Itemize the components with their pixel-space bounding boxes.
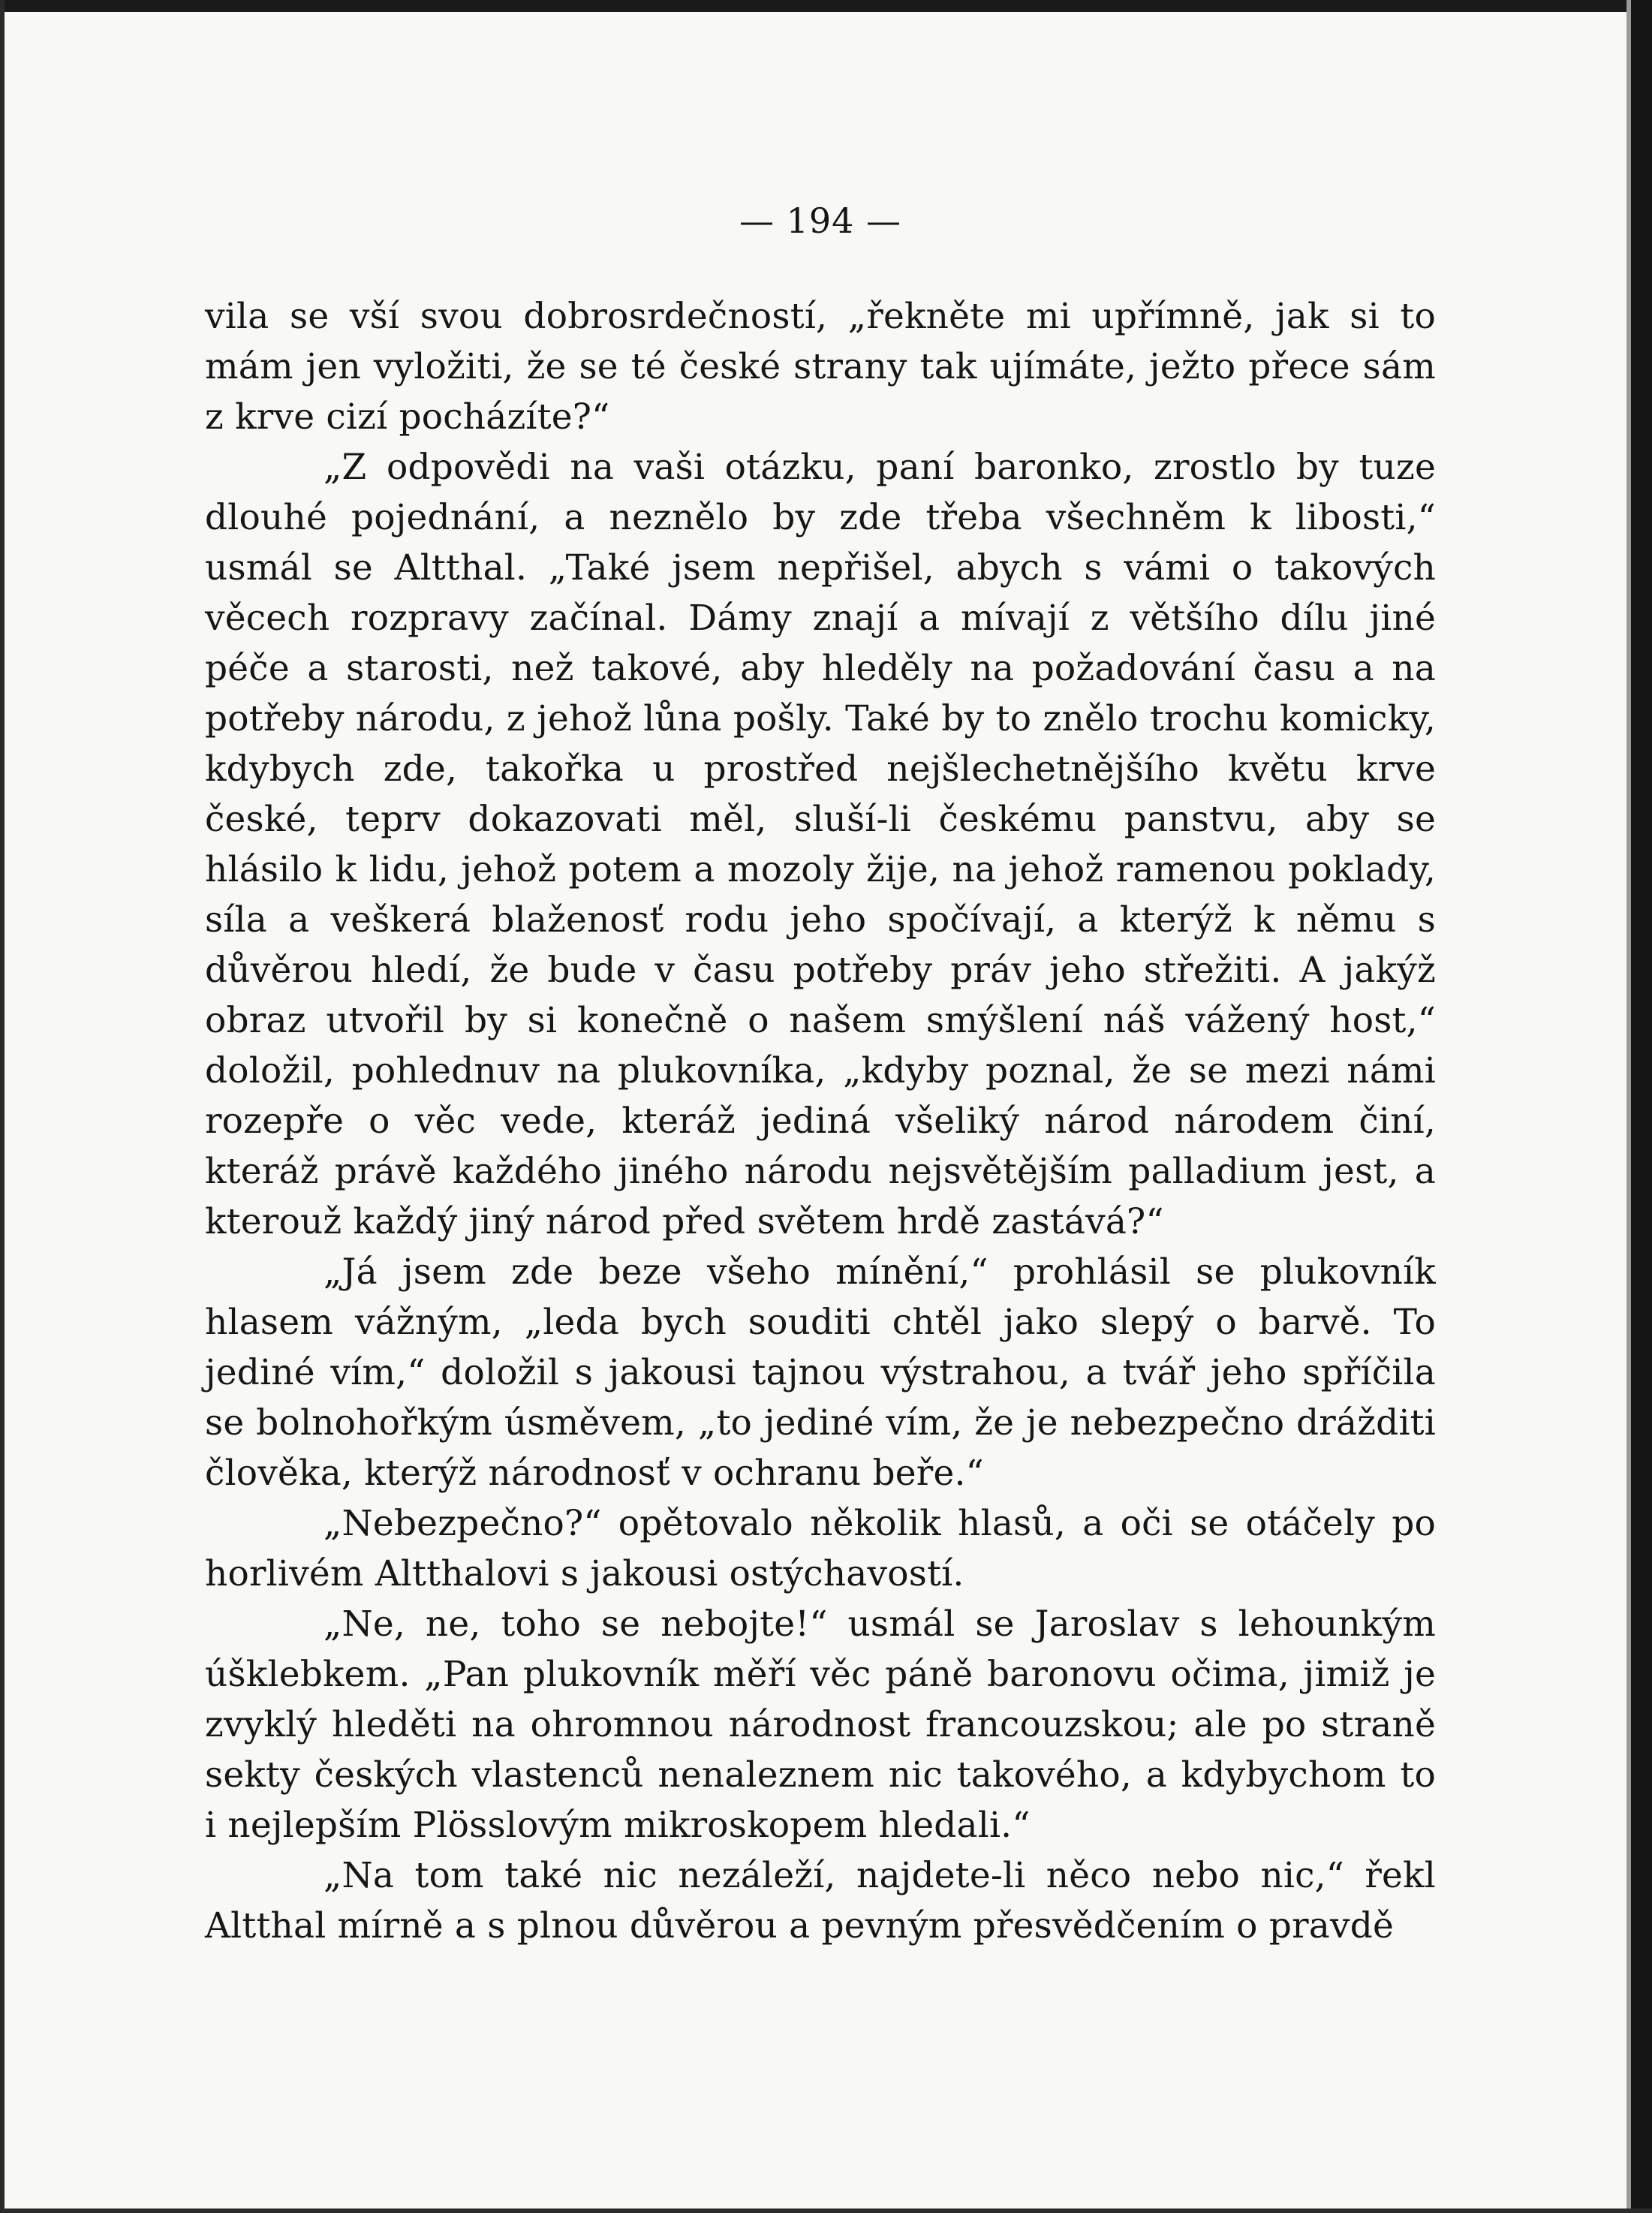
book-page bbox=[205, 194, 1436, 1951]
scan-border-right bbox=[1631, 0, 1652, 2213]
paragraph-1: vila se vší svou dobrosrdečností, „řekněte mi upřímně, jak si to mám jen vyložiti, že se té české strany tak ujímáte, ježto přece sám z krve cizí pocházíte?“ bbox=[205, 296, 1436, 438]
scan-border-top bbox=[0, 0, 1652, 12]
body-text bbox=[205, 291, 1436, 1951]
paragraph-4: „Nebezpečno?“ opětovalo několik hlasů, a oči se otáčely po horlivém Altthalovi s jakousi ostýchavostí. bbox=[205, 1503, 1436, 1594]
paragraph-2: „Z odpovědi na vaši otázku, paní baronko, zrostlo by tuze dlouhé pojednání, a neznělo by zde třeba všechněm k libosti,“ usmál se Altthal. „Také jsem nepřišel, abych s vámi o takových věcech rozpravy začínal. Dámy znají a mívají z většího dílu jiné péče a starosti, než takové, aby hleděly na požadování času a na potřeby národu, z jehož lůna pošly. Také by to znělo trochu komicky, kdybych zde, takořka u prostřed nejšlechetnějšího květu krve české, teprv dokazovati měl, sluší-li českému panstvu, aby se hlásilo k lidu, jehož potem a mozoly žije, na jehož ramenou poklady, síla a veškerá blaženosť rodu jeho spočívají, a kterýž k němu s důvěrou hledí, že bude v času potřeby práv jeho střežiti. A jakýž obraz utvořil by si konečně o našem smýšlení náš vážený host,“ doložil, pohlednuv na plukovníka, „kdyby poznal, že se mezi námi rozepře o věc vede, kteráž jediná všeliký národ národem činí, kteráž právě každého jiného národu nejsvětějším palladium jest, a kterouž každý jiný národ před světem hrdě zastává?“ bbox=[205, 447, 1436, 1242]
paragraph-6: „Na tom také nic nezáleží, najdete-li něco nebo nic,“ řekl Altthal mírně a s plnou důvěrou a pevným přesvědčením o pravdě bbox=[205, 1855, 1436, 1947]
page-number: — 194 — bbox=[739, 200, 902, 241]
paragraph-5: „Ne, ne, toho se nebojte!“ usmál se Jaroslav s lehounkým úšklebkem. „Pan plukovník měří věc páně baronovu očima, jimiž je zvyklý hleděti na ohromnou národnost francouzskou; ale po straně sekty českých vlastenců nenaleznem nic takového, a kdybychom to i nejlepším Plösslovým mikroskopem hledali.“ bbox=[205, 1603, 1436, 1846]
paragraph-3: „Já jsem zde beze všeho mínění,“ prohlásil se plukovník hlasem vážným, „leda bych souditi chtěl jako slepý o barvě. To jediné vím,“ doložil s jakousi tajnou výstrahou, a tvář jeho spříčila se bolnohořkým úsměvem, „to jediné vím, že je nebezpečno drážditi člověka, kterýž národnosť v ochranu beře.“ bbox=[205, 1251, 1436, 1494]
scan-border-bottom bbox=[0, 2208, 1652, 2213]
scan-border-left bbox=[0, 0, 5, 2213]
